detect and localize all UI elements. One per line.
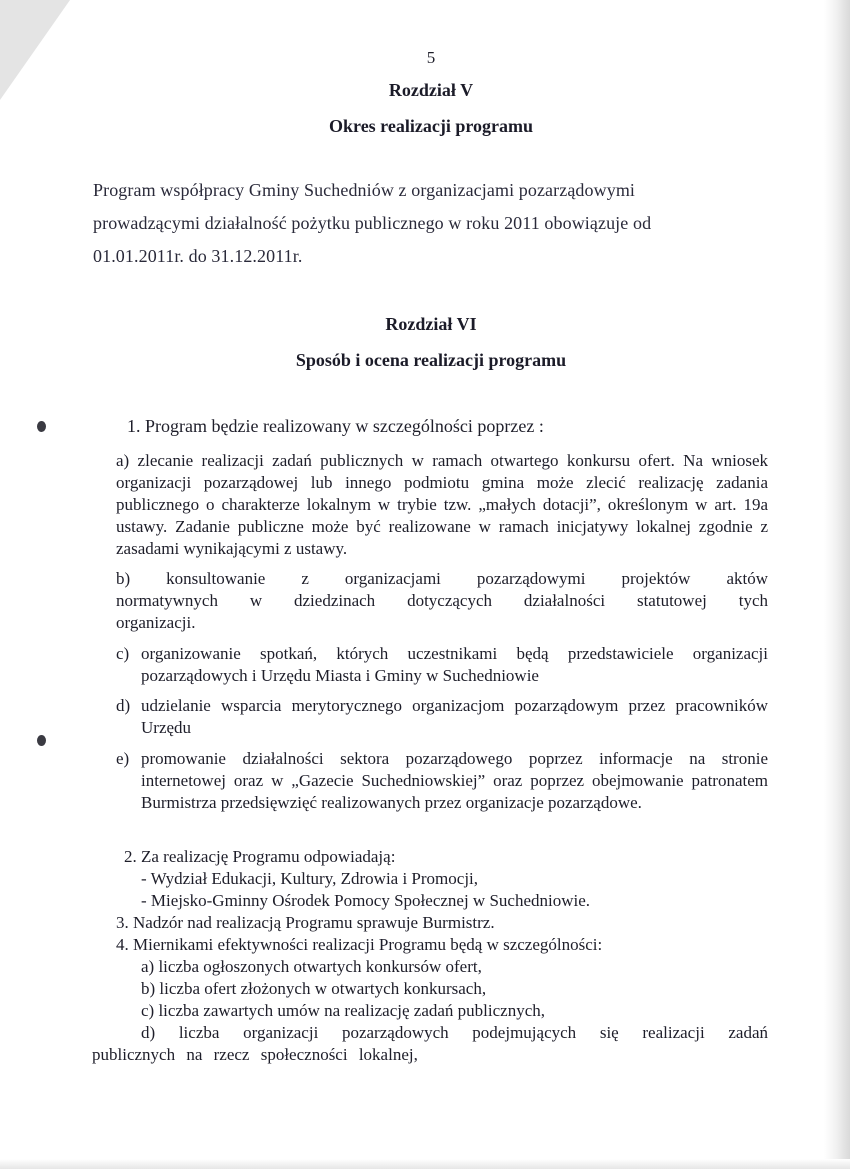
punch-hole-mark — [37, 735, 46, 746]
punch-hole-mark — [37, 421, 46, 432]
page-edge-shadow — [824, 0, 850, 1169]
chapter-5-title: Rozdział V — [388, 80, 474, 100]
point-4-measure-b: b) liczba ofert złożonych w otwartych konkursach, — [141, 979, 487, 998]
point-1: 1. Program będzie realizowany w szczególności poprzez : — [127, 416, 544, 436]
item-text: udzielanie wsparcia merytorycznego organizacjom pozarządowym przez pracowników Urzędu — [141, 696, 768, 737]
point-1-item-e — [116, 748, 768, 814]
point-2-unit-1: - Wydział Edukacji, Kultury, Zdrowia i Promocji, — [141, 869, 479, 888]
item-marker: e) — [116, 749, 130, 768]
page-bottom-shadow — [0, 1159, 850, 1169]
chapter-5-subtitle: Okres realizacji programu — [329, 116, 533, 136]
item-marker: d) — [116, 696, 131, 715]
point-4-measure-d: d) liczba organizacji pozarządowych podejmujących się realizacji zadań publicznych na rzecz społeczności lokalnej, — [92, 1023, 768, 1064]
item-text: organizowanie spotkań, których uczestnikami będą przedstawiciele organizacji pozarządowych i Urzędu Miasta i Gminy w Suchedniowie — [141, 644, 768, 685]
chapter-6-subtitle: Sposób i ocena realizacji programu — [295, 350, 567, 370]
point-2-unit-2: - Miejsko-Gminny Ośrodek Pomocy Społecznej w Suchedniowie. — [141, 891, 591, 910]
point-3: 3. Nadzór nad realizacją Programu sprawuje Burmistrz. — [116, 913, 495, 932]
item-text: promowanie działalności sektora pozarządowego poprzez informacje na stronie internetowej oraz w „Gazecie Suchedniowskiej” oraz poprzez obejmowanie patronatem Burmistrza przedsięwzięć realizowanych przez organizacje pozarządowe. — [141, 749, 768, 812]
item-marker: c) — [116, 644, 130, 663]
chapter-5-paragraph: Program współpracy Gminy Suchedniów z organizacjami pozarządowymi prowadzącymi działalność pożytku publicznego w roku 2011 obowiązuje od 01.01.2011r. do 31.12.2011r. — [93, 180, 652, 266]
point-4-measure-c: c) liczba zawartych umów na realizację zadań publicznych, — [141, 1001, 545, 1020]
point-1-item-d — [116, 695, 768, 739]
point-4: 4. Miernikami efektywności realizacji Programu będą w szczególności: — [116, 935, 603, 954]
point-1-item-c — [116, 643, 768, 687]
point-1-item-b: b) konsultowanie z organizacjami pozarządowymi projektów aktów normatywnych w dziedzinach dotyczących działalności statutowej tych organizacji. — [116, 569, 768, 632]
point-1-item-a: a) zlecanie realizacji zadań publicznych w ramach otwartego konkursu ofert. Na wniosek organizacji pozarządowej lub innego podmiotu gmina może zlecić realizację zadania publicznego o charakterze lokalnym w trybie tzw. „małych dotacji”, określonym w art. 19a ustawy. Zadanie publiczne może być realizowane w ramach inicjatywy lokalnej zgodnie z zasadami wynikającymi z ustawy. — [116, 451, 768, 558]
point-4-measure-a: a) liczba ogłoszonych otwartych konkursów ofert, — [141, 957, 482, 976]
page-number: 5 — [426, 48, 436, 67]
point-2: 2. Za realizację Programu odpowiadają: — [124, 847, 396, 866]
chapter-6-title: Rozdział VI — [385, 314, 477, 334]
